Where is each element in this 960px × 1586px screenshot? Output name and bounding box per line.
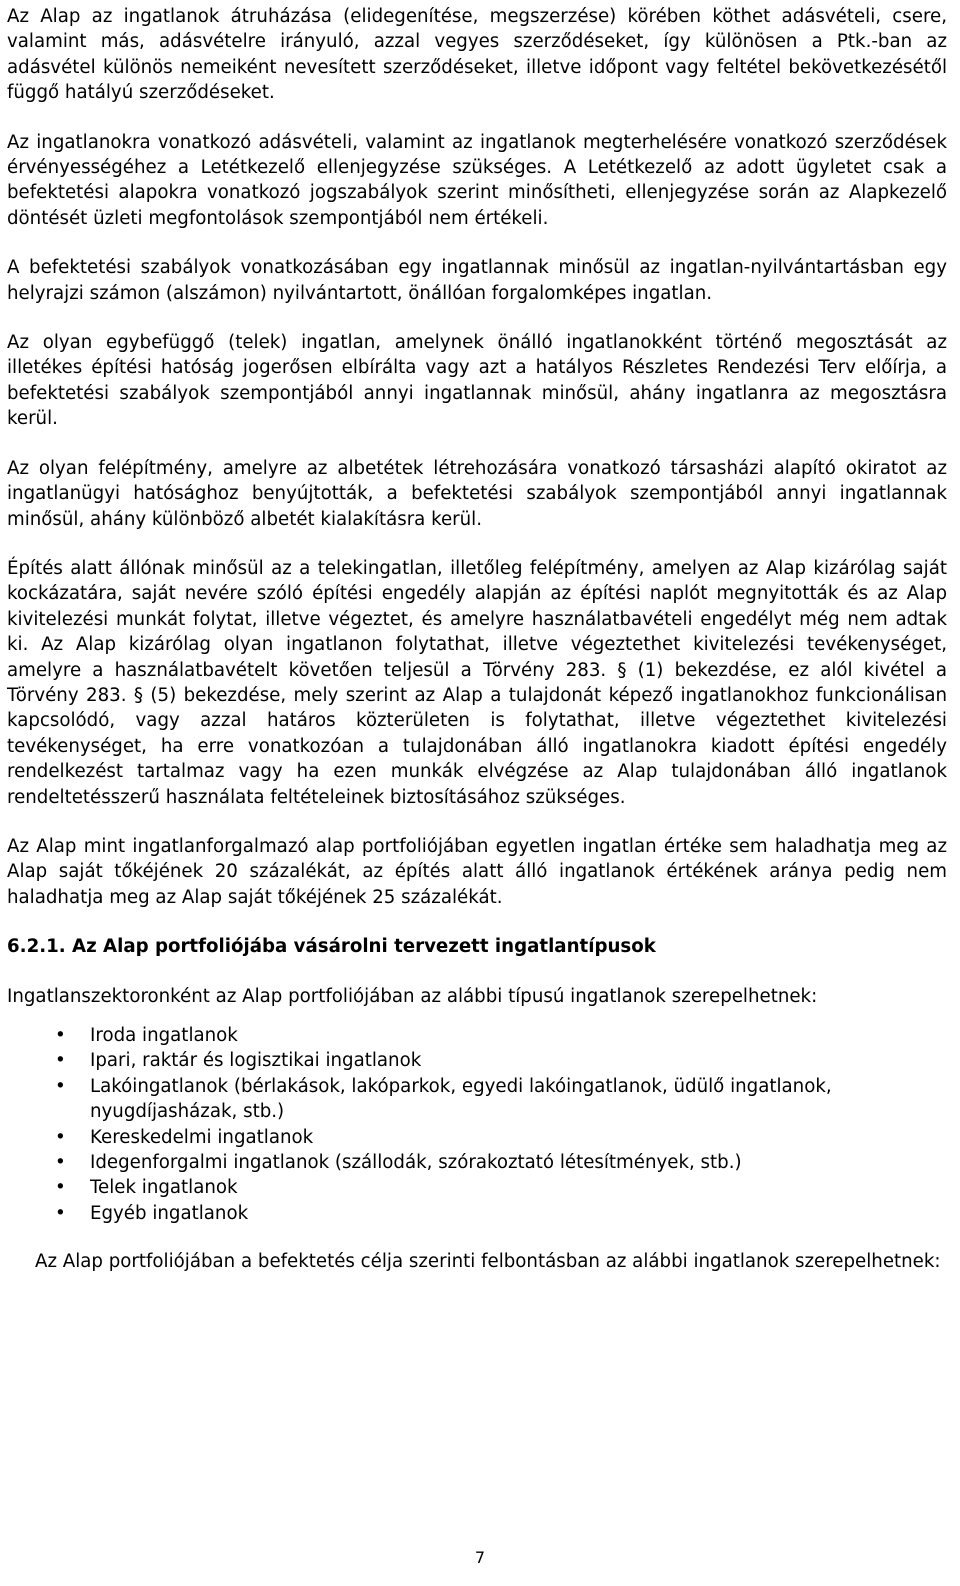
bullet-icon: • bbox=[55, 1075, 66, 1097]
list-item: • Lakóingatlanok (bérlakások, lakóparkok, egyedi lakóingatlanok, üdülő ingatlanok, nyugdíjasházak, stb.) bbox=[55, 1075, 832, 1123]
bullet-icon: • bbox=[55, 1126, 66, 1148]
bullet-icon: • bbox=[55, 1152, 66, 1174]
page-number: 7 bbox=[474, 1548, 486, 1567]
bullet-icon: • bbox=[55, 1177, 66, 1199]
paragraph-contiguous-plot: Az olyan egybefüggő (telek) ingatlan, amelynek önálló ingatlanokként történő megosztását az illetékes építési hatóság jogerősen elbírálta vagy azt a hatályos Részletes Rendezési Terv előírja, a befektetési szabályok szempontjából annyi ingatlannak minősül, ahány ingatlanra az megosztásra kerül. bbox=[7, 332, 947, 430]
list-item: • Egyéb ingatlanok bbox=[7, 1201, 947, 1226]
paragraph-under-construction: Építés alatt állónak minősül az a telekingatlan, illetőleg felépítmény, amelyen az Alap kizárólag saját kockázatára, saját nevére szóló építési engedély alapján az építési naplót megnyitották és az Alap kivitelezési munkát folytat, illetve végeztet, és amelyre használatbavételi engedélyt még nem adtak ki. Az Alap kizárólag olyan ingatlanon folytathat, illetve végeztethet kivitelezési tevékenységet, amelyre a használatbavételt követően teljesül a Törvény 283. § (1) bekezdése, ez alól kivétel a Törvény 283. § (5) bekezdése, mely szerint az Alap a tulajdonát képező ingatlanokhoz funkcionálisan kapcsolódó, vagy azzal határos közterületen is folytathat, illetve végeztethet kivitelezési tevékenységet, ha erre vonatkozóan a tulajdonában álló ingatlanokra kiadott építési engedély rendelkezést tartalmaz vagy ha ezen munkák elvégzése az Alap tulajdonában álló ingatlanok rendeltetésszerű használata feltételeinek biztosításához szükséges. bbox=[7, 557, 947, 808]
list-item: • Telek ingatlanok bbox=[7, 1175, 947, 1200]
section-heading: 6.2.1. Az Alap portfoliójába vásárolni tervezett ingatlantípusok bbox=[7, 936, 656, 958]
list-item: • Iroda ingatlanok bbox=[7, 1023, 947, 1048]
paragraph-transfer-contracts: Az Alap az ingatlanok átruházása (elidegenítése, megszerzése) körében köthet adásvételi, csere, valamint más, adásvételre irányuló, azzal vegyes szerződéseket, így különösen a Ptk.-ban az adásvétel különös nemeiként nevesített szerződéseket, illetve időpont vagy feltétel bekövetkezésétől függő hatályú szerződéseket. bbox=[7, 6, 947, 104]
paragraph-property-definition: A befektetési szabályok vonatkozásában egy ingatlannak minősül az ingatlan-nyilvántartásban egy helyrajzi számon (alszámon) nyilvántartott, önállóan forgalomképes ingatlan. bbox=[7, 257, 947, 304]
closing-text: Az Alap portfoliójában a befektetés célja szerinti felbontásban az alábbi ingatlanok szerepelhetnek: bbox=[35, 1251, 941, 1273]
bullet-icon: • bbox=[55, 1025, 66, 1046]
property-type-list bbox=[7, 1023, 947, 1226]
list-item: • Idegenforgalmi ingatlanok (szállodák, szórakoztató létesítmények, stb.) bbox=[7, 1150, 947, 1175]
list-item: • Kereskedelmi ingatlanok bbox=[7, 1125, 947, 1150]
list-item: • Ipari, raktár és logisztikai ingatlanok bbox=[7, 1048, 947, 1073]
paragraph-superstructure: Az olyan felépítmény, amelyre az albetétek létrehozására vonatkozó társasházi alapító okiratot az ingatlanügyi hatósághoz benyújtották, a befektetési szabályok szempontjából annyi ingatlannak minősül, ahány különböző albetét kialakításra kerül. bbox=[7, 457, 947, 530]
intro-text: Ingatlanszektoronként az Alap portfoliójában az alábbi típusú ingatlanok szerepelhetnek: bbox=[7, 985, 818, 1007]
paragraph-custodian-countersign: Az ingatlanokra vonatkozó adásvételi, valamint az ingatlanok megterhelésére vonatkozó szerződések érvényességéhez a Letétkezelő ellenjegyzése szükséges. A Letétkezelő az adott ügyletet csak a befektetési alapokra vonatkozó jogszabályok szerint minősítheti, ellenjegyzése során az Alapkezelő döntését üzleti megfontolások szempontjából nem értékeli. bbox=[7, 131, 947, 229]
bullet-icon: • bbox=[55, 1202, 66, 1224]
paragraph-portfolio-limits: Az Alap mint ingatlanforgalmazó alap portfoliójában egyetlen ingatlan értéke sem haladhatja meg az Alap saját tőkéjének 20 százalékát, az építés alatt álló ingatlanok értékének aránya pedig nem haladhatja meg az Alap saját tőkéjének 25 százalékát. bbox=[7, 835, 947, 908]
bullet-icon: • bbox=[55, 1050, 66, 1072]
document-page bbox=[7, 4, 947, 1275]
